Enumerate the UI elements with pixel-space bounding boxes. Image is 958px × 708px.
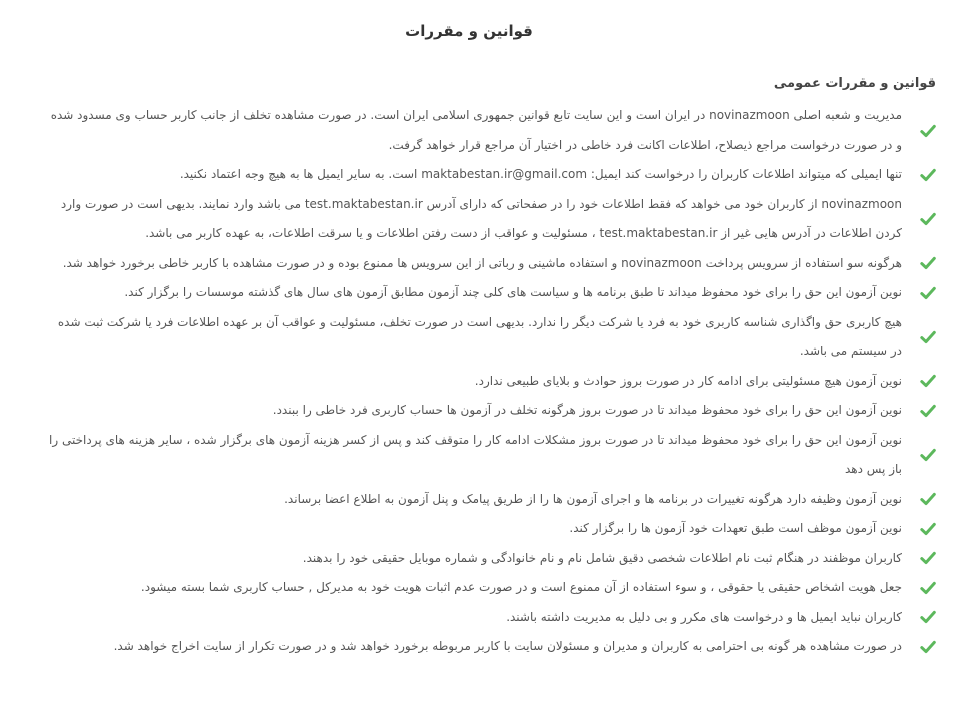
rule-text: novinazmoon از کاربران خود می خواهد که فقط اطلاعات خود را در صفحاتی که دارای آدرس test.maktabestan.ir می باشد وارد نمایند. بدیهی است در صورت وارد کردن اطلاعات در آدرس هایی غیر از test.maktabestan.ir ، مسئولیت و عواقب از دست رفتن اطلاعات و یا سرقت اطلاعات، به عهده کاربر می باشد. [60, 196, 902, 240]
rule-text: تنها ایمیلی که میتواند اطلاعات کاربران را درخواست کند ایمیل: maktabestan.ir@gmail.com است. به سایر ایمیل ها به هیچ وجه اعتماد نکنید. [179, 167, 902, 181]
rule-item [46, 249, 936, 279]
rule-text: هیچ کاربری حق واگذاری شناسه کاربری خود به فرد یا شرکت دیگر را ندارد. بدیهی است در صورت تخلف، مسئولیت و عواقب آن بر عهده اطلاعات فرد یا شرکت ثبت شده در سیستم می باشد. [57, 314, 902, 358]
check-icon [920, 403, 936, 419]
check-icon [920, 639, 936, 655]
rule-text: نوین آزمون هیچ مسئولیتی برای ادامه کار در صورت بروز حوادث و بلایای طبیعی ندارد. [474, 373, 902, 388]
check-icon [920, 329, 936, 345]
rule-text: نوین آزمون موظف است طبق تعهدات خود آزمون ها را برگزار کند. [569, 521, 902, 535]
check-icon [920, 211, 936, 227]
check-icon [920, 580, 936, 596]
rule-item [46, 308, 936, 367]
check-icon [920, 447, 936, 463]
rule-text: در صورت مشاهده هر گونه بی احترامی به کاربران و مدیران و مسئولان سایت با کاربر مربوطه برخورد خواهد شد و در صورت تکرار از سایت اخراج خواهد شد. [113, 639, 902, 653]
rule-text: جعل هویت اشخاص حقیقی یا حقوقی ، و سوء استفاده از آن ممنوع است و در صورت عدم اثبات هویت خود به مدیرکل , حساب کاربری شما بسته میشود. [140, 580, 902, 594]
rule-item [46, 101, 936, 160]
check-icon [920, 373, 936, 389]
rule-item [46, 485, 936, 515]
rule-item [46, 426, 936, 485]
check-icon [920, 609, 936, 625]
rule-item [46, 396, 936, 426]
rule-item [46, 190, 936, 249]
check-icon [920, 285, 936, 301]
rule-item [46, 160, 936, 190]
rule-item [46, 603, 936, 633]
check-icon [920, 255, 936, 271]
rule-text: نوین آزمون این حق را برای خود محفوظ میداند تا طبق برنامه ها و سیاست های کلی چند آزمون مطابق آزمون های سال های گذشته موسسات را برگزار کند. [124, 285, 902, 299]
check-icon [920, 550, 936, 566]
check-icon [920, 167, 936, 183]
page-title: قوانین و مقررات [405, 22, 533, 40]
rule-text: کاربران نباید ایمیل ها و درخواست های مکرر و بی دلیل به مدیریت داشته باشند. [506, 609, 902, 624]
rule-item [46, 367, 936, 397]
section-title: قوانین و مقررات عمومی [773, 76, 936, 91]
rule-item [46, 632, 936, 662]
rule-text: مدیریت و شعبه اصلی novinazmoon در ایران است و این سایت تابع قوانین جمهوری اسلامی ایران است. در صورت مشاهده تخلف از جانب کاربر حساب وی مسدود شده و در صورت درخواست مراجع ذیصلاح، اطلاعات اکانت فرد خاطی در اختیار آن مراجع قرار خواهد گرفت. [50, 108, 902, 152]
rules-list [46, 101, 936, 662]
rule-item [46, 278, 936, 308]
rule-text: نوین آزمون این حق را برای خود محفوظ میداند تا در صورت بروز مشکلات ادامه کار را متوقف کند و پس از کسر هزینه آزمون های برگزار شده ، سایر هزینه های پرداختی را باز پس دهد [49, 432, 902, 476]
check-icon [920, 123, 936, 139]
rule-text: نوین آزمون وظیفه دارد هرگونه تغییرات در برنامه ها و اجرای آزمون ها را از طریق پیامک و پنل آزمون به اطلاع اعضا برساند. [284, 491, 902, 506]
rule-item [46, 514, 936, 544]
rule-item [46, 573, 936, 603]
rule-text: نوین آزمون این حق را برای خود محفوظ میداند تا در صورت بروز هرگونه تخلف در آزمون ها حساب کاربری فرد خاطی را ببندد. [272, 403, 902, 417]
check-icon [920, 521, 936, 537]
rule-item [46, 544, 936, 574]
rule-text: کاربران موظفند در هنگام ثبت نام اطلاعات شخصی دقیق شامل نام و نام خانوادگی و شماره موبایل حقیقی خود را بدهند. [302, 550, 902, 565]
check-icon [920, 491, 936, 507]
rule-text: هرگونه سو استفاده از سرویس پرداخت novinazmoon و استفاده ماشینی و رباتی از این سرویس ها ممنوع بوده و در صورت مشاهده با کاربر خاطی برخورد خواهد شد. [62, 255, 902, 270]
